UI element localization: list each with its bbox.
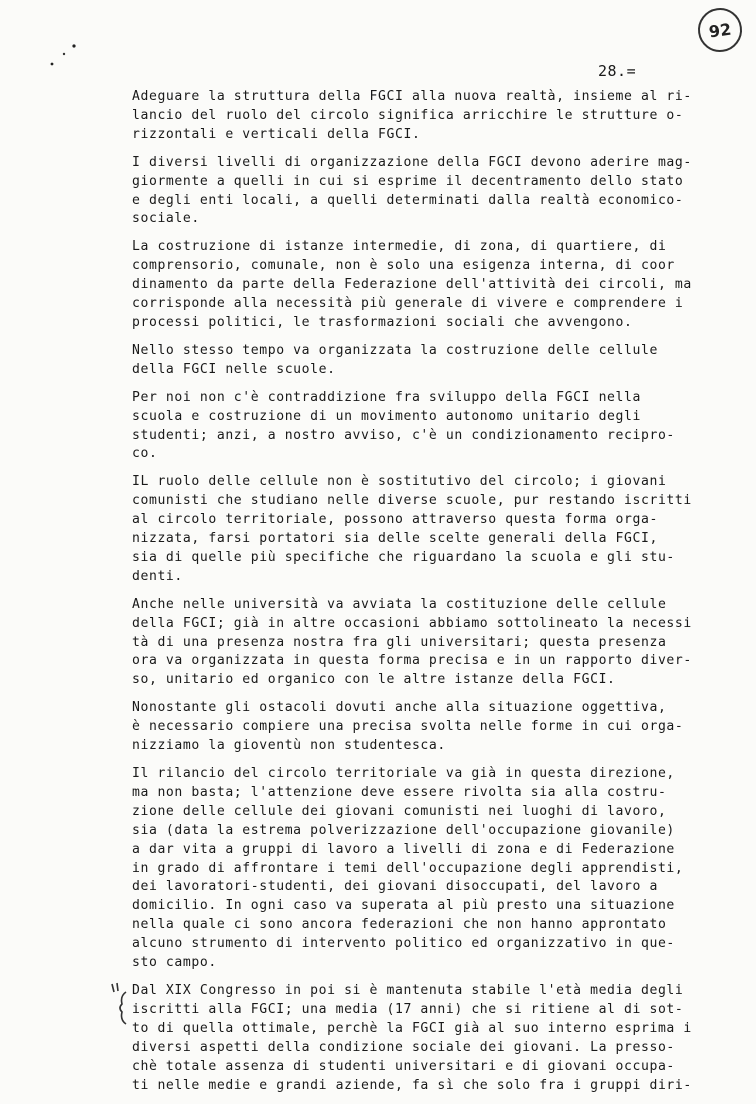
- paragraph: [132, 473, 744, 586]
- page-number: 28.=: [598, 62, 637, 80]
- margin-bracket-mark: [108, 978, 130, 1033]
- text-line: ora va organizzata in questa forma precisa e in un rapporto diver-: [132, 653, 692, 669]
- paragraph: [132, 154, 744, 230]
- text-line: so, unitario ed organico con le altre istanze della FGCI.: [132, 672, 616, 688]
- text-line: al circolo territoriale, possono attraverso questa forma orga-: [132, 512, 658, 528]
- text-line: iscritti alla FGCI; una media (17 anni) che si ritiene al di sot-: [132, 1001, 684, 1017]
- text-line: ti nelle medie e grandi aziende, fa sì che solo fra i gruppi diri-: [132, 1077, 692, 1093]
- document-body: [132, 88, 744, 1104]
- text-line: sia di quelle più specifiche che riguardano la scuola e gli stu-: [132, 549, 675, 565]
- paragraph: [132, 88, 744, 145]
- text-line: I diversi livelli di organizzazione della FGCI devono aderire mag-: [132, 154, 692, 170]
- text-line: alcuno strumento di intervento politico ed organizzativo in que-: [132, 936, 675, 952]
- paragraph: [132, 389, 744, 465]
- text-line: a dar vita a gruppi di lavoro a livelli di zona e di Federazione: [132, 841, 675, 857]
- text-line: rizzontali e verticali della FGCI.: [132, 126, 421, 142]
- text-line: tà di una presenza nostra fra gli universitari; questa presenza: [132, 634, 667, 650]
- text-line: Per noi non c'è contraddizione fra sviluppo della FGCI nella: [132, 389, 641, 405]
- text-line: sociale.: [132, 211, 200, 227]
- text-line: e degli enti locali, a quelli determinati dalla realtà economico-: [132, 192, 684, 208]
- text-line: nella quale ci sono ancora federazioni che non hanno approntato: [132, 917, 667, 933]
- text-line: zione delle cellule dei giovani comunisti nei luoghi di lavoro,: [132, 803, 667, 819]
- text-line: diversi aspetti della condizione sociale dei giovani. La presso-: [132, 1039, 675, 1055]
- text-line: studenti; anzi, a nostro avviso, c'è un condizionamento recipro-: [132, 427, 675, 443]
- text-line: in grado di affrontare i temi dell'occupazione degli apprendisti,: [132, 860, 684, 876]
- text-line: nizzata, farsi portatori sia delle scelte generali della FGCI,: [132, 531, 658, 547]
- text-line: Il rilancio del circolo territoriale va già in questa direzione,: [132, 766, 675, 781]
- text-line: nizziamo la gioventù non studentesca.: [132, 738, 446, 754]
- text-line: sia (data la estrema polverizzazione dell'occupazione giovanile): [132, 822, 675, 838]
- text-line: La costruzione di istanze intermedie, di zona, di quartiere, di: [132, 239, 667, 255]
- text-line: comunisti che studiano nelle diverse scuole, pur restando iscritti: [132, 493, 692, 509]
- paragraph: [132, 238, 744, 333]
- text-line: dinamento da parte della Federazione dell'attività dei circoli, ma: [132, 277, 692, 293]
- text-line: comprensorio, comunale, non è solo una esigenza interna, di coor: [132, 258, 675, 274]
- text-line: ma non basta; l'attenzione deve essere rivolta sia alla costru-: [132, 784, 667, 800]
- paragraph: [132, 765, 744, 973]
- text-line: è necessario compiere una precisa svolta nelle forme in cui orga-: [132, 719, 684, 735]
- paragraph: [132, 342, 744, 380]
- text-line: corrisponde alla necessità più generale di vivere e comprendere i: [132, 296, 684, 312]
- archive-stamp: 92: [695, 5, 745, 55]
- text-line: co.: [132, 446, 158, 462]
- text-line: domicilio. In ogni caso va superata al più presto una situazione: [132, 898, 675, 914]
- text-line: lancio del ruolo del circolo significa arricchire le strutture o-: [132, 107, 684, 123]
- text-line: dei lavoratori-studenti, dei giovani disoccupati, del lavoro a: [132, 879, 658, 895]
- text-line: IL ruolo delle cellule non è sostitutivo del circolo; i giovani: [132, 474, 667, 490]
- text-line: Anche nelle università va avviata la costituzione delle cellule: [132, 596, 667, 612]
- text-line: Nello stesso tempo va organizzata la costruzione delle cellule: [132, 342, 658, 358]
- paragraph: [132, 982, 744, 1095]
- text-line: Nonostante gli ostacoli dovuti anche alla situazione oggettiva,: [132, 700, 667, 716]
- text-line: scuola e costruzione di un movimento autonomo unitario degli: [132, 408, 641, 424]
- paragraph: [132, 596, 744, 691]
- text-line: Adeguare la struttura della FGCI alla nuova realtà, insieme al ri-: [132, 89, 692, 104]
- text-line: denti.: [132, 568, 183, 584]
- text-line: sto campo.: [132, 955, 217, 971]
- text-line: giormente a quelli in cui si esprime il decentramento dello stato: [132, 173, 684, 189]
- text-line: della FGCI; già in altre occasioni abbiamo sottolineato la necessi: [132, 615, 692, 631]
- paragraph: [132, 699, 744, 756]
- text-line: della FGCI nelle scuole.: [132, 361, 336, 377]
- text-line: to di quella ottimale, perchè la FGCI già al suo interno esprima i: [132, 1020, 692, 1036]
- text-line: processi politici, le trasformazioni sociali che avvengono.: [132, 314, 633, 330]
- margin-ink-dots: [46, 42, 86, 72]
- text-line: chè totale assenza di studenti universitari e di giovani occupa-: [132, 1058, 675, 1074]
- text-line: Dal XIX Congresso in poi si è mantenuta stabile l'età media degli: [132, 982, 684, 998]
